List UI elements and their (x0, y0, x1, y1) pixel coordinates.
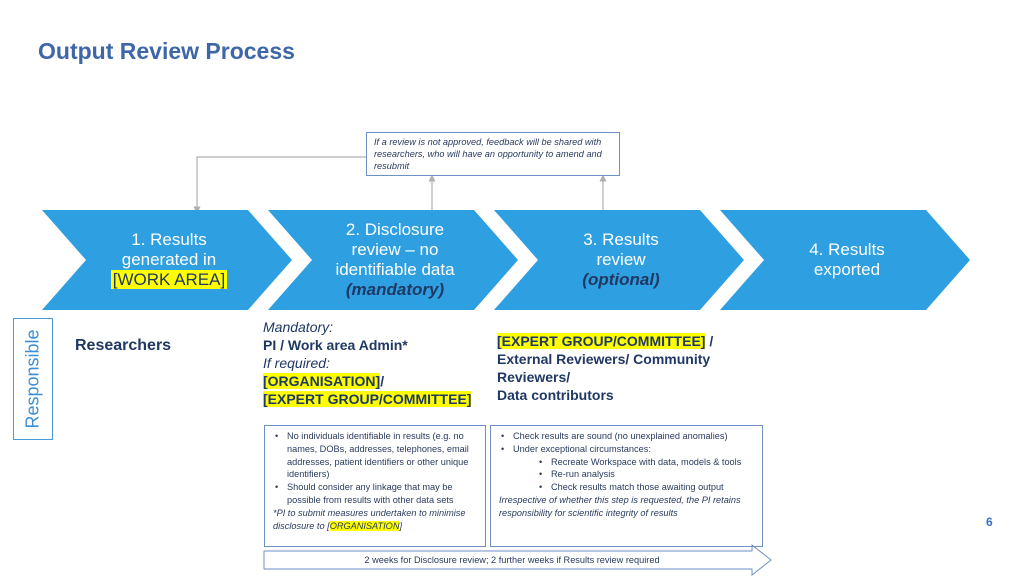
results-sub-bullet: • Recreate Workspace with data, models & tools (499, 456, 756, 469)
results-sub-bullet: • Re-run analysis (499, 468, 756, 481)
step4-label: 4. Results exported (809, 240, 885, 279)
step1-responsible: Researchers (75, 337, 172, 354)
disclosure-bullet: • No individuals identifiable in results (e.g. no names, DOBs, addresses, telephones, email addresses, patient identifiers or other unique identifiers) (273, 430, 479, 481)
step2-responsible: Mandatory: PI / Work area Admin* If required: [ORGANISATION]/ [EXPERT GROUP/COMMITTEE] (263, 319, 472, 407)
responsible-label: Responsible (22, 329, 43, 429)
timeline-text: 2 weeks for Disclosure review; 2 further weeks if Results review required (364, 555, 660, 565)
results-details-box (490, 425, 763, 547)
disclosure-bullet: • Should consider any linkage that may be possible from results with other data sets (273, 481, 479, 507)
step3-responsible: [EXPERT GROUP/COMMITTEE] / External Reviewers/ Community Reviewers/ Data contributors (497, 333, 714, 403)
responsible-label-box (13, 318, 53, 440)
feedback-arrow-to-step1 (197, 157, 366, 210)
feedback-note: If a review is not approved, feedback will be shared with researchers, who will have an opportunity to amend and resubmit (366, 132, 620, 176)
disclosure-details-box (264, 425, 486, 547)
page-number: 6 (986, 515, 993, 529)
results-sub-bullet: • Check results match those awaiting output (499, 481, 756, 494)
results-note: Irrespective of whether this step is requested, the PI retains responsibility for scientific integrity of results (499, 494, 741, 518)
disclosure-note: *PI to submit measures undertaken to minimise disclosure to [ORGANISATION] (273, 507, 466, 531)
results-bullet: • Check results are sound (no unexplained anomalies) (499, 430, 756, 443)
results-bullet: • Under exceptional circumstances: (499, 443, 756, 456)
page-title: Output Review Process (38, 38, 295, 64)
step3-label: 3. Results review (optional) (582, 230, 660, 289)
step2-label: 2. Disclosure review – no identifiable data (mandatory) (335, 220, 455, 299)
step1-label: 1. Results generated in [WORK AREA] (112, 230, 226, 289)
